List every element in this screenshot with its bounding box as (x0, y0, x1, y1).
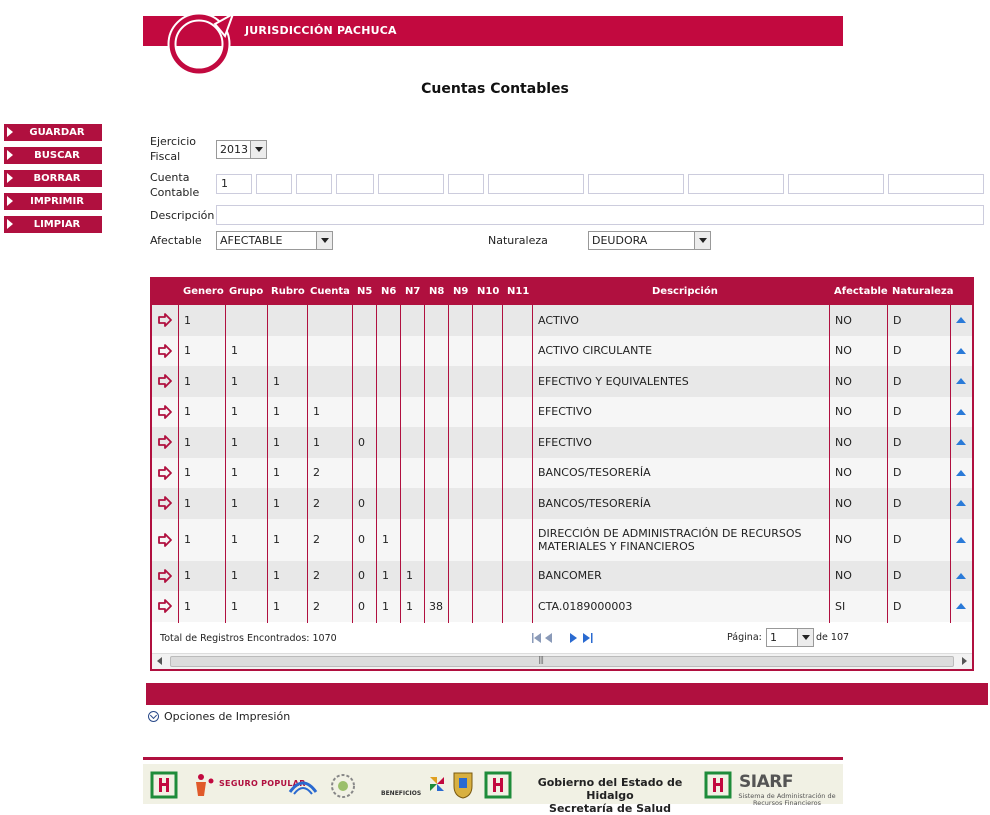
select-row-arrow-icon[interactable] (158, 496, 172, 510)
cell-genero: 1 (184, 344, 191, 358)
play-arrow-icon (7, 127, 13, 137)
col-n10[interactable]: N10 (477, 286, 500, 297)
cuentas-grid (150, 277, 974, 671)
clear-button[interactable]: LIMPIAR (4, 216, 102, 233)
cell-n5: 0 (358, 496, 365, 510)
cell-genero: 1 (184, 313, 191, 327)
cell-naturaleza: D (893, 374, 902, 388)
cell-grupo: 1 (231, 344, 238, 358)
move-up-icon[interactable] (955, 536, 967, 544)
grid-pager (152, 623, 972, 651)
cell-cuenta: 2 (313, 533, 320, 546)
cell-n6: 1 (382, 569, 389, 583)
col-n5[interactable]: N5 (357, 286, 373, 297)
move-up-icon[interactable] (955, 316, 967, 324)
cell-n7: 1 (406, 569, 413, 583)
play-arrow-icon (7, 196, 13, 206)
cell-rubro: 1 (273, 374, 280, 388)
cell-genero: 1 (184, 374, 191, 388)
column-divider (307, 305, 308, 623)
col-rubro[interactable]: Rubro (271, 286, 305, 297)
cell-cuenta: 2 (313, 466, 320, 480)
cuenta-segment-8[interactable] (588, 174, 684, 194)
cuenta-segment-9[interactable] (688, 174, 784, 194)
move-up-icon[interactable] (955, 572, 967, 580)
cell-afectable: NO (835, 496, 852, 510)
scroll-left-icon[interactable] (157, 657, 162, 665)
table-row[interactable] (152, 427, 972, 458)
cell-cuenta: 1 (313, 405, 320, 419)
column-divider (178, 305, 179, 623)
play-arrow-icon (7, 219, 13, 229)
cell-rubro: 1 (273, 405, 280, 419)
delete-button[interactable]: BORRAR (4, 170, 102, 187)
table-row[interactable] (152, 458, 972, 489)
col-n7[interactable]: N7 (405, 286, 421, 297)
cuenta-segment-1[interactable]: 1 (216, 174, 252, 194)
naturaleza-select[interactable]: DEUDORA (588, 231, 711, 250)
cell-genero: 1 (184, 533, 191, 546)
cell-grupo: 1 (231, 569, 238, 583)
last-page-icon[interactable] (583, 633, 593, 643)
header-title: JURISDICCIÓN PACHUCA (245, 24, 397, 37)
column-divider (267, 305, 268, 623)
cell-naturaleza: D (893, 569, 902, 583)
page-label: Página: (727, 632, 762, 643)
move-up-icon[interactable] (955, 347, 967, 355)
ejercicio-fiscal-select[interactable]: 2013 (216, 140, 267, 159)
column-divider (472, 305, 473, 623)
col-n8[interactable]: N8 (429, 286, 445, 297)
naturaleza-label: Naturaleza (488, 234, 548, 247)
column-divider (400, 305, 401, 623)
seguro-popular-text: SEGURO POPULAR (219, 779, 306, 788)
cell-genero: 1 (184, 496, 191, 510)
print-options-toggle[interactable]: Opciones de Impresión (148, 710, 290, 723)
table-row[interactable] (152, 336, 972, 367)
cell-grupo: 1 (231, 374, 238, 388)
cell-afectable: NO (835, 569, 852, 583)
play-arrow-icon (7, 150, 13, 160)
afectable-label: Afectable (150, 234, 202, 247)
hidalgo-logo-icon (485, 772, 511, 798)
cell-descripcion: EFECTIVO Y EQUIVALENTES (538, 374, 689, 388)
table-row[interactable] (152, 488, 972, 519)
chevron-down-icon (694, 232, 710, 249)
cell-descripcion: BANCOS/TESORERÍA (538, 466, 651, 480)
ejercicio-fiscal-label: Ejercicio Fiscal (150, 135, 196, 163)
col-n11[interactable]: N11 (507, 286, 530, 297)
move-up-icon[interactable] (955, 377, 967, 385)
table-row[interactable] (152, 397, 972, 428)
coat-of-arms-icon (451, 770, 475, 800)
cuenta-contable-label: Cuenta Contable (150, 171, 200, 199)
table-row[interactable] (152, 561, 972, 592)
move-up-icon[interactable] (955, 602, 967, 610)
chevron-down-circle-icon (148, 711, 159, 722)
cell-rubro: 1 (273, 569, 280, 583)
cell-naturaleza: D (893, 405, 902, 419)
cell-rubro: 1 (273, 599, 280, 613)
pager-nav (530, 631, 600, 645)
cell-rubro: 1 (273, 533, 280, 546)
cell-n6: 1 (382, 599, 389, 613)
cell-grupo: 1 (231, 405, 238, 419)
cell-descripcion: BANCOMER (538, 569, 602, 583)
cell-cuenta: 2 (313, 496, 320, 510)
seal-logo-icon (328, 772, 358, 800)
cuenta-segment-10[interactable] (788, 174, 884, 194)
cuenta-segment-5[interactable] (378, 174, 444, 194)
cell-afectable: NO (835, 344, 852, 358)
select-row-arrow-icon[interactable] (158, 569, 172, 583)
cell-grupo: 1 (231, 466, 238, 480)
cuenta-segment-7[interactable] (488, 174, 584, 194)
cell-cuenta: 1 (313, 435, 320, 449)
column-divider (532, 305, 533, 623)
col-n6[interactable]: N6 (381, 286, 397, 297)
cell-descripcion: ACTIVO CIRCULANTE (538, 344, 653, 358)
cell-afectable: NO (835, 405, 852, 419)
header-banner (143, 16, 843, 46)
move-up-icon[interactable] (955, 499, 967, 507)
cell-afectable: NO (835, 313, 852, 327)
sep-logo-icon (288, 772, 318, 798)
column-divider (448, 305, 449, 623)
cell-n5: 0 (358, 533, 365, 546)
cell-grupo: 1 (231, 599, 238, 613)
cell-descripcion: DIRECCIÓN DE ADMINISTRACIÓN DE RECURSOS MATERIALES Y FINANCIEROS (538, 526, 802, 553)
cell-naturaleza: D (893, 533, 902, 546)
cell-genero: 1 (184, 435, 191, 449)
cell-n8: 38 (429, 599, 443, 613)
select-row-arrow-icon[interactable] (158, 374, 172, 388)
table-row[interactable] (152, 591, 972, 622)
col-afectable[interactable]: Afectable (834, 286, 888, 297)
seguro-popular-logo-icon (193, 772, 217, 798)
jurisdiccion-logo-icon (163, 6, 239, 82)
page-select[interactable]: 1 (766, 628, 814, 647)
cell-grupo: 1 (231, 435, 238, 449)
select-row-arrow-icon[interactable] (158, 344, 172, 358)
cell-n7: 1 (406, 599, 413, 613)
column-divider (225, 305, 226, 623)
cell-naturaleza: D (893, 466, 902, 480)
side-menu (4, 124, 102, 239)
horizontal-scrollbar[interactable] (152, 653, 972, 669)
cell-naturaleza: D (893, 496, 902, 510)
col-grupo[interactable]: Grupo (229, 286, 264, 297)
column-divider (502, 305, 503, 623)
move-up-icon[interactable] (955, 438, 967, 446)
beneficios-text: BENEFICIOS (381, 790, 422, 797)
cuenta-segment-4[interactable] (336, 174, 374, 194)
cell-afectable: NO (835, 533, 852, 546)
cell-naturaleza: D (893, 313, 902, 327)
select-row-arrow-icon[interactable] (158, 599, 172, 613)
cell-genero: 1 (184, 599, 191, 613)
col-genero[interactable]: Genero (183, 286, 224, 297)
cell-afectable: NO (835, 374, 852, 388)
chevron-down-icon (797, 629, 813, 646)
move-up-icon[interactable] (955, 408, 967, 416)
next-page-icon[interactable] (570, 633, 577, 643)
table-row[interactable] (152, 519, 972, 561)
cell-genero: 1 (184, 466, 191, 480)
cuenta-segment-3[interactable] (296, 174, 332, 194)
cell-afectable: NO (835, 466, 852, 480)
column-divider (424, 305, 425, 623)
government-text: Gobierno del Estado de Hidalgo Secretaría de Salud (537, 776, 683, 815)
column-divider (887, 305, 888, 623)
cell-n5: 0 (358, 569, 365, 583)
cell-grupo: 1 (231, 533, 238, 546)
prev-page-icon[interactable] (545, 633, 552, 643)
descripcion-label: Descripción (150, 209, 215, 222)
column-divider (352, 305, 353, 623)
column-divider (376, 305, 377, 623)
pinwheel-logo-icon (428, 774, 446, 794)
total-records: Total de Registros Encontrados: 1070 (160, 633, 337, 644)
cell-rubro: 1 (273, 466, 280, 480)
hidalgo-logo-icon (151, 772, 177, 798)
cell-n5: 0 (358, 599, 365, 613)
col-naturaleza[interactable]: Naturaleza (892, 286, 954, 297)
select-row-arrow-icon[interactable] (158, 533, 172, 547)
scroll-right-icon[interactable] (962, 657, 967, 665)
select-row-arrow-icon[interactable] (158, 466, 172, 480)
print-button[interactable]: IMPRIMIR (4, 193, 102, 210)
grid-body (152, 305, 972, 622)
cell-descripcion: BANCOS/TESORERÍA (538, 496, 651, 510)
cell-descripcion: CTA.0189000003 (538, 599, 633, 613)
footer (143, 757, 843, 815)
move-up-icon[interactable] (955, 469, 967, 477)
column-divider (829, 305, 830, 623)
column-divider (950, 305, 951, 623)
hidalgo-logo-icon (705, 772, 731, 798)
section-band (146, 683, 988, 705)
chevron-down-icon (250, 141, 266, 158)
table-row[interactable] (152, 366, 972, 397)
cell-cuenta: 2 (313, 569, 320, 583)
cell-genero: 1 (184, 569, 191, 583)
cell-naturaleza: D (893, 599, 902, 613)
cuenta-segment-2[interactable] (256, 174, 292, 194)
cell-afectable: NO (835, 435, 852, 449)
page-title: Cuentas Contables (421, 81, 569, 97)
grid-header (152, 279, 972, 305)
cell-cuenta: 2 (313, 599, 320, 613)
col-cuenta[interactable]: Cuenta (310, 286, 350, 297)
select-row-arrow-icon[interactable] (158, 435, 172, 449)
siarf-subtitle: Sistema de Administración de Recursos Financieros (738, 792, 836, 807)
table-row[interactable] (152, 305, 972, 336)
chevron-down-icon (316, 232, 332, 249)
cell-naturaleza: D (893, 344, 902, 358)
cell-descripcion: EFECTIVO (538, 435, 592, 449)
cuenta-segment-6[interactable] (448, 174, 484, 194)
select-row-arrow-icon[interactable] (158, 313, 172, 327)
cell-descripcion: ACTIVO (538, 313, 579, 327)
search-button[interactable]: BUSCAR (4, 147, 102, 164)
cell-n6: 1 (382, 533, 389, 546)
siarf-logo: SIARF (739, 772, 793, 792)
cell-afectable: SI (835, 599, 846, 613)
save-button[interactable]: GUARDAR (4, 124, 102, 141)
cell-descripcion: EFECTIVO (538, 405, 592, 419)
afectable-select[interactable]: AFECTABLE (216, 231, 333, 250)
cell-grupo: 1 (231, 496, 238, 510)
scroll-thumb[interactable] (170, 656, 954, 667)
cell-rubro: 1 (273, 435, 280, 449)
cell-genero: 1 (184, 405, 191, 419)
col-descripcion[interactable]: Descripción (652, 286, 718, 297)
scroll-grip-icon: ||| (538, 655, 544, 664)
col-n9[interactable]: N9 (453, 286, 469, 297)
descripcion-input[interactable] (216, 205, 984, 225)
cuenta-segment-11[interactable] (888, 174, 984, 194)
select-row-arrow-icon[interactable] (158, 405, 172, 419)
cell-naturaleza: D (893, 435, 902, 449)
first-page-icon[interactable] (532, 633, 541, 643)
cell-rubro: 1 (273, 496, 280, 510)
footer-logos (143, 764, 843, 815)
page-count: de 107 (816, 632, 850, 643)
play-arrow-icon (7, 173, 13, 183)
cell-n5: 0 (358, 435, 365, 449)
